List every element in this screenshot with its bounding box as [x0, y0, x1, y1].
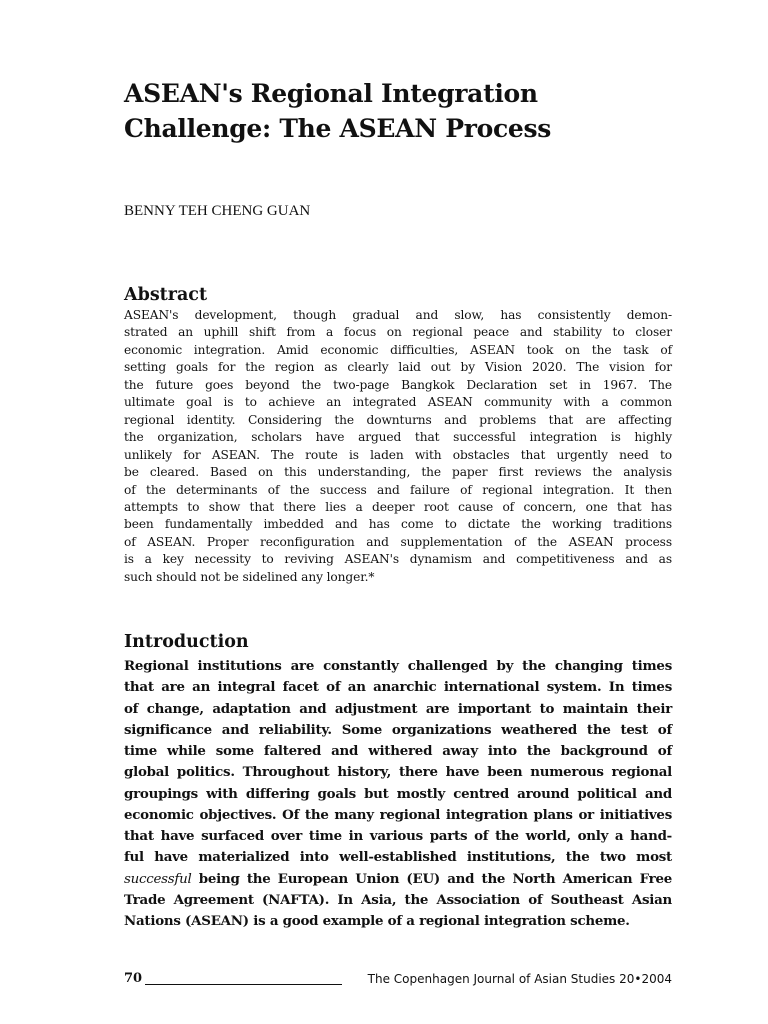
introduction-line: of change, adaptation and adjustment are important to maintain their	[124, 700, 672, 717]
introduction-line: Trade Agreement (NAFTA). In Asia, the Association of Southeast Asian	[124, 891, 672, 908]
author-name: BENNY TEH CHENG GUAN	[124, 203, 311, 219]
introduction-line: groupings with differing goals but mostly centred around political and	[124, 785, 672, 802]
introduction-line: Nations (ASEAN) is a good example of a regional integration scheme.	[124, 913, 630, 929]
footer-rule	[145, 984, 342, 985]
italic-word: successful	[124, 871, 192, 887]
abstract-line: economic integration. Amid economic difficulties, ASEAN took on the task of	[124, 342, 672, 357]
introduction-line: Regional institutions are constantly challenged by the changing times	[124, 658, 672, 674]
article-title-line-1: ASEAN's Regional Integration	[124, 79, 538, 108]
introduction-line-remainder: being the European Union (EU) and the North American Free	[191, 870, 672, 887]
abstract-text	[124, 307, 672, 586]
page-number: 70	[124, 971, 143, 986]
paper-page	[124, 0, 672, 1024]
abstract-line: such should not be sidelined any longer.*	[124, 569, 375, 584]
abstract-line: ASEAN's development, though gradual and slow, has consistently demon-	[124, 308, 672, 322]
introduction-line: global politics. Throughout history, there have been numerous regional	[124, 764, 672, 781]
abstract-line: attempts to show that there lies a deeper root cause of concern, one that has	[124, 499, 672, 514]
introduction-text	[124, 656, 672, 932]
abstract-line: ultimate goal is to achieve an integrated ASEAN community with a common	[124, 395, 672, 410]
abstract-line: of the determinants of the success and failure of regional integration. It then	[124, 482, 672, 497]
abstract-line: of ASEAN. Proper reconfiguration and supplementation of the ASEAN process	[124, 534, 672, 549]
introduction-line: that are an integral facet of an anarchic international system. In times	[124, 679, 672, 696]
abstract-line: setting goals for the region as clearly laid out by Vision 2020. The vision for	[124, 360, 672, 375]
abstract-line: the organization, scholars have argued that successful integration is highly	[124, 430, 672, 445]
abstract-line: is a key necessity to reviving ASEAN's dynamism and competitiveness and as	[124, 552, 672, 567]
introduction-line: that have surfaced over time in various parts of the world, only a hand-	[124, 828, 672, 844]
introduction-line: economic objectives. Of the many regional integration plans or initiatives	[124, 806, 672, 823]
introduction-line: significance and reliability. Some organizations weathered the test of	[124, 721, 672, 738]
article-title	[124, 76, 672, 146]
abstract-line: strated an uphill shift from a focus on regional peace and stability to closer	[124, 325, 672, 340]
introduction-heading: Introduction	[124, 632, 249, 652]
introduction-line-with-italic	[124, 869, 672, 890]
abstract-line: regional identity. Considering the downturns and problems that are affecting	[124, 412, 672, 427]
abstract-line: be cleared. Based on this understanding, the paper first reviews the analysis	[124, 465, 672, 480]
article-title-line-2: Challenge: The ASEAN Process	[124, 114, 552, 143]
abstract-line: the future goes beyond the two-page Bangkok Declaration set in 1967. The	[124, 377, 672, 392]
abstract-line: unlikely for ASEAN. The route is laden with obstacles that urgently need to	[124, 447, 672, 462]
abstract-heading: Abstract	[124, 285, 208, 305]
introduction-line: time while some faltered and withered away into the background of	[124, 743, 672, 759]
abstract-line: been fundamentally imbedded and has come to dictate the working traditions	[124, 517, 672, 532]
journal-citation: The Copenhagen Journal of Asian Studies 20•2004	[367, 972, 672, 986]
page-footer	[124, 969, 672, 989]
introduction-line: ful have materialized into well-established institutions, the two most	[124, 849, 672, 866]
